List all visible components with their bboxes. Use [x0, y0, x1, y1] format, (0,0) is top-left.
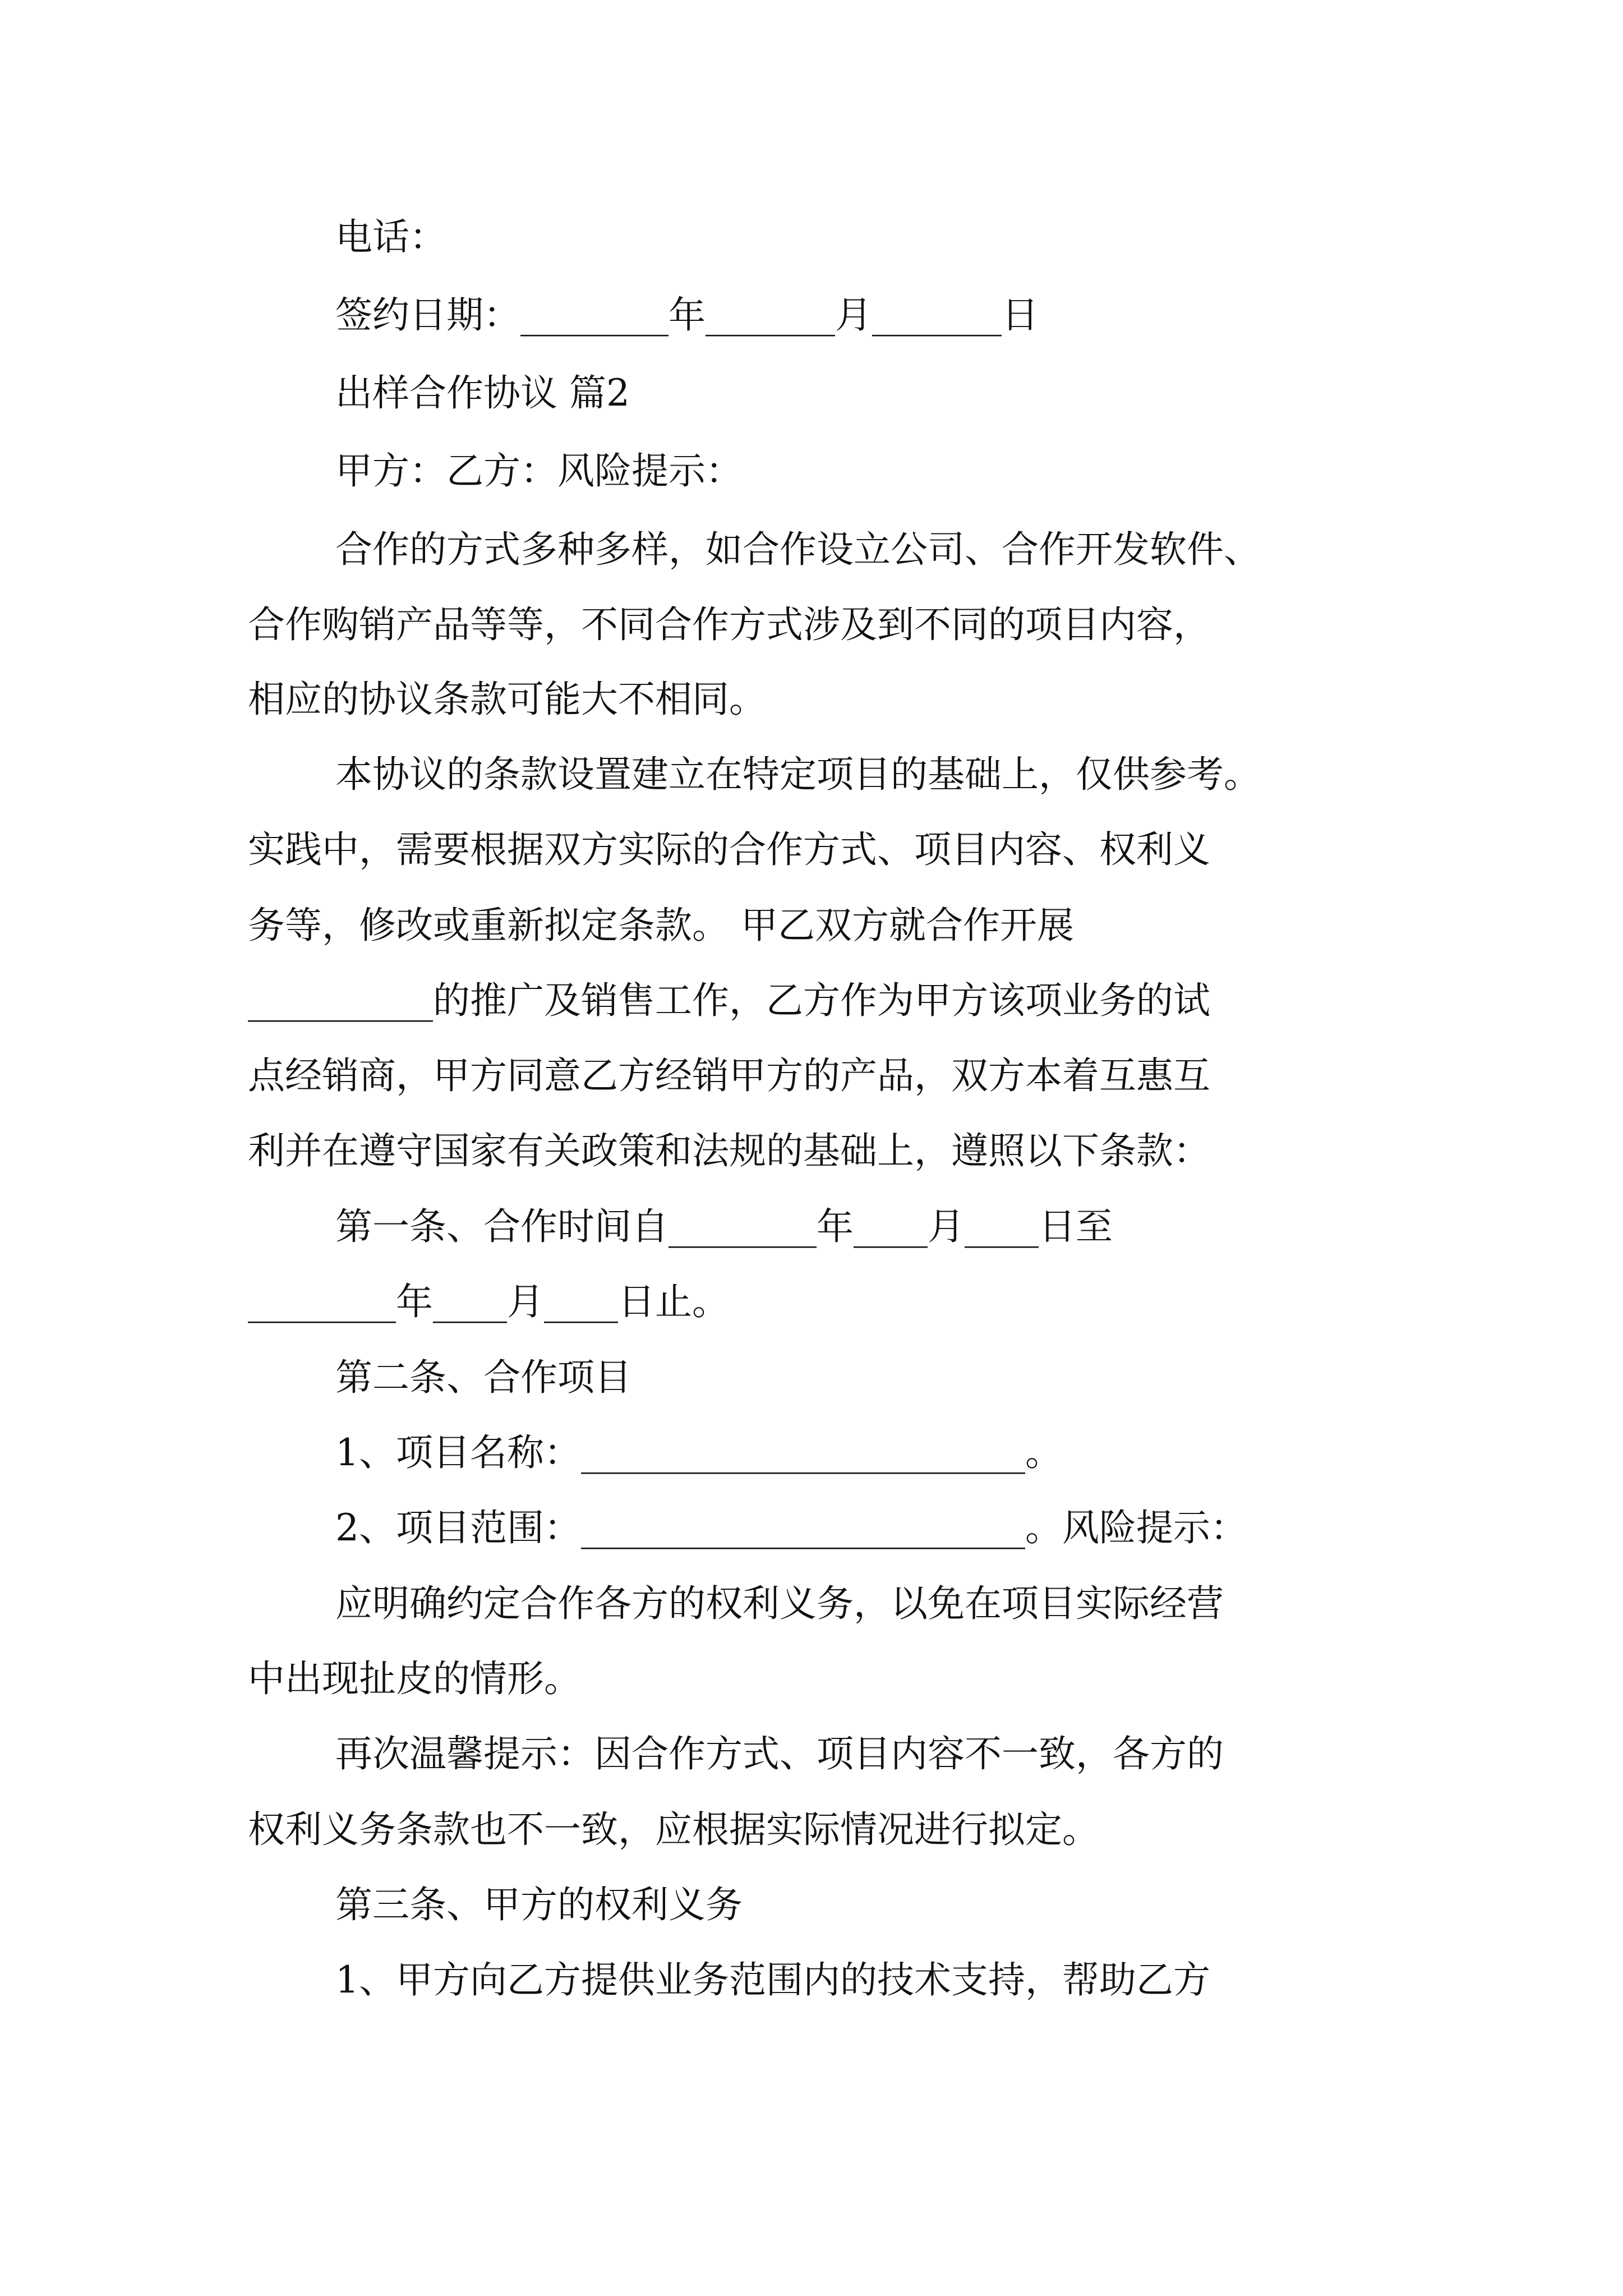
paragraph-line: 权利义务条款也不一致，应根据实际情况进行拟定。 — [248, 1808, 1099, 1851]
paragraph-line: 1、甲方向乙方提供业务范围内的技术支持，帮助乙方 — [335, 1958, 1210, 2001]
clause-three-title: 第三条、甲方的权利义务 — [335, 1883, 743, 1926]
project-scope-line: 2、项目范围：________________________。风险提示： — [335, 1506, 1247, 1549]
paragraph-line: 再次温馨提示：因合作方式、项目内容不一致，各方的 — [335, 1732, 1224, 1775]
signing-date-line: 签约日期：________年_______月_______日 — [335, 293, 1039, 337]
parties-line: 甲方：乙方：风险提示： — [335, 449, 743, 493]
paragraph-line: 务等，修改或重新拟定条款。 甲乙双方就合作开展 — [248, 904, 1074, 947]
clause-one-line: 第一条、合作时间自________年____月____日至 — [335, 1205, 1113, 1248]
clause-one-line: ________年____月____日止。 — [248, 1280, 729, 1323]
clause-two-title: 第二条、合作项目 — [335, 1356, 631, 1399]
paragraph-line: 相应的协议条款可能大不相同。 — [248, 678, 766, 721]
project-name-line: 1、项目名称：________________________。 — [335, 1431, 1062, 1474]
paragraph-line: 实践中，需要根据双方实际的合作方式、项目内容、权利义 — [248, 828, 1210, 871]
section-title: 出样合作协议 篇2 — [335, 371, 630, 415]
paragraph-line: 应明确约定合作各方的权利义务，以免在项目实际经营 — [335, 1582, 1224, 1625]
paragraph-line: 中出现扯皮的情形。 — [248, 1657, 581, 1700]
paragraph-line: 合作的方式多种多样，如合作设立公司、合作开发软件、 — [335, 528, 1261, 571]
phone-line: 电话： — [335, 215, 446, 259]
paragraph-line: 点经销商，甲方同意乙方经销甲方的产品，双方本着互惠互 — [248, 1054, 1210, 1097]
paragraph-line: 合作购销产品等等，不同合作方式涉及到不同的项目内容， — [248, 603, 1210, 646]
paragraph-line: 利并在遵守国家有关政策和法规的基础上，遵照以下条款： — [248, 1129, 1210, 1172]
paragraph-line: __________的推广及销售工作，乙方作为甲方该项业务的试 — [248, 979, 1210, 1022]
paragraph-line: 本协议的条款设置建立在特定项目的基础上，仅供参考。 — [335, 753, 1261, 796]
